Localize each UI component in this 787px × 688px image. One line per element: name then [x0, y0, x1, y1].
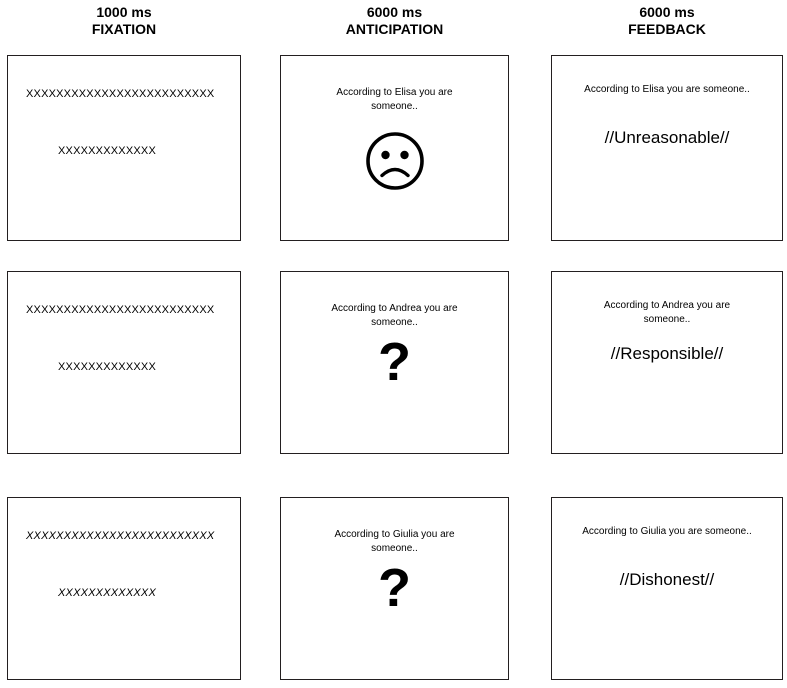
- column-phase-fixation: FIXATION: [91, 21, 157, 37]
- feedback-word: //Unreasonable//: [604, 128, 730, 147]
- column-header-row: [0, 0, 787, 50]
- anticipation-display: [281, 272, 508, 453]
- feedback-panel: [551, 497, 783, 680]
- fixation-display: [8, 498, 240, 679]
- column-duration-fixation: 1000 ms: [96, 4, 152, 20]
- fixation-line-1: XXXXXXXXXXXXXXXXXXXXXXXXX: [26, 530, 215, 542]
- column-duration-feedback: 6000 ms: [639, 4, 695, 20]
- feedback-word: //Responsible//: [610, 344, 724, 363]
- feedback-prompt: According to Andrea you are someone..: [603, 300, 731, 325]
- fixation-panel: [7, 497, 241, 680]
- fixation-panel: [7, 271, 241, 454]
- fixation-line-1: XXXXXXXXXXXXXXXXXXXXXXXXX: [26, 304, 215, 316]
- fixation-display: [8, 272, 240, 453]
- sad-face-icon: [364, 130, 426, 192]
- fixation-line-1: XXXXXXXXXXXXXXXXXXXXXXXXX: [26, 88, 215, 100]
- column-header-fixation: [7, 4, 241, 38]
- column-phase-feedback: FEEDBACK: [628, 21, 706, 37]
- feedback-panel: [551, 55, 783, 241]
- column-duration-anticipation: 6000 ms: [366, 4, 423, 20]
- question-mark-icon: ?: [378, 558, 411, 618]
- fixation-line-2: XXXXXXXXXXXXX: [58, 587, 156, 599]
- feedback-display: [552, 272, 782, 453]
- anticipation-prompt: According to Giulia you are someone..: [334, 529, 455, 554]
- feedback-display: [552, 498, 782, 679]
- anticipation-panel: [280, 271, 509, 454]
- column-phase-anticipation: ANTICIPATION: [345, 21, 444, 37]
- column-header-anticipation: [280, 4, 509, 38]
- anticipation-display: [281, 56, 508, 240]
- fixation-line-2: XXXXXXXXXXXXX: [58, 361, 156, 373]
- question-mark-icon: ?: [378, 332, 411, 392]
- fixation-display: [8, 56, 240, 240]
- feedback-panel: [551, 271, 783, 454]
- fixation-panel: [7, 55, 241, 241]
- feedback-word: //Dishonest//: [619, 570, 715, 589]
- fixation-line-2: XXXXXXXXXXXXX: [58, 145, 156, 157]
- column-header-feedback: [551, 4, 783, 38]
- anticipation-display: [281, 498, 508, 679]
- feedback-prompt: According to Giulia you are someone..: [582, 526, 752, 537]
- feedback-prompt: According to Elisa you are someone..: [584, 84, 750, 95]
- anticipation-panel: [280, 55, 509, 241]
- anticipation-panel: [280, 497, 509, 680]
- anticipation-prompt: According to Andrea you are someone..: [331, 303, 458, 328]
- anticipation-prompt: According to Elisa you are someone..: [336, 87, 453, 112]
- feedback-display: [552, 56, 782, 240]
